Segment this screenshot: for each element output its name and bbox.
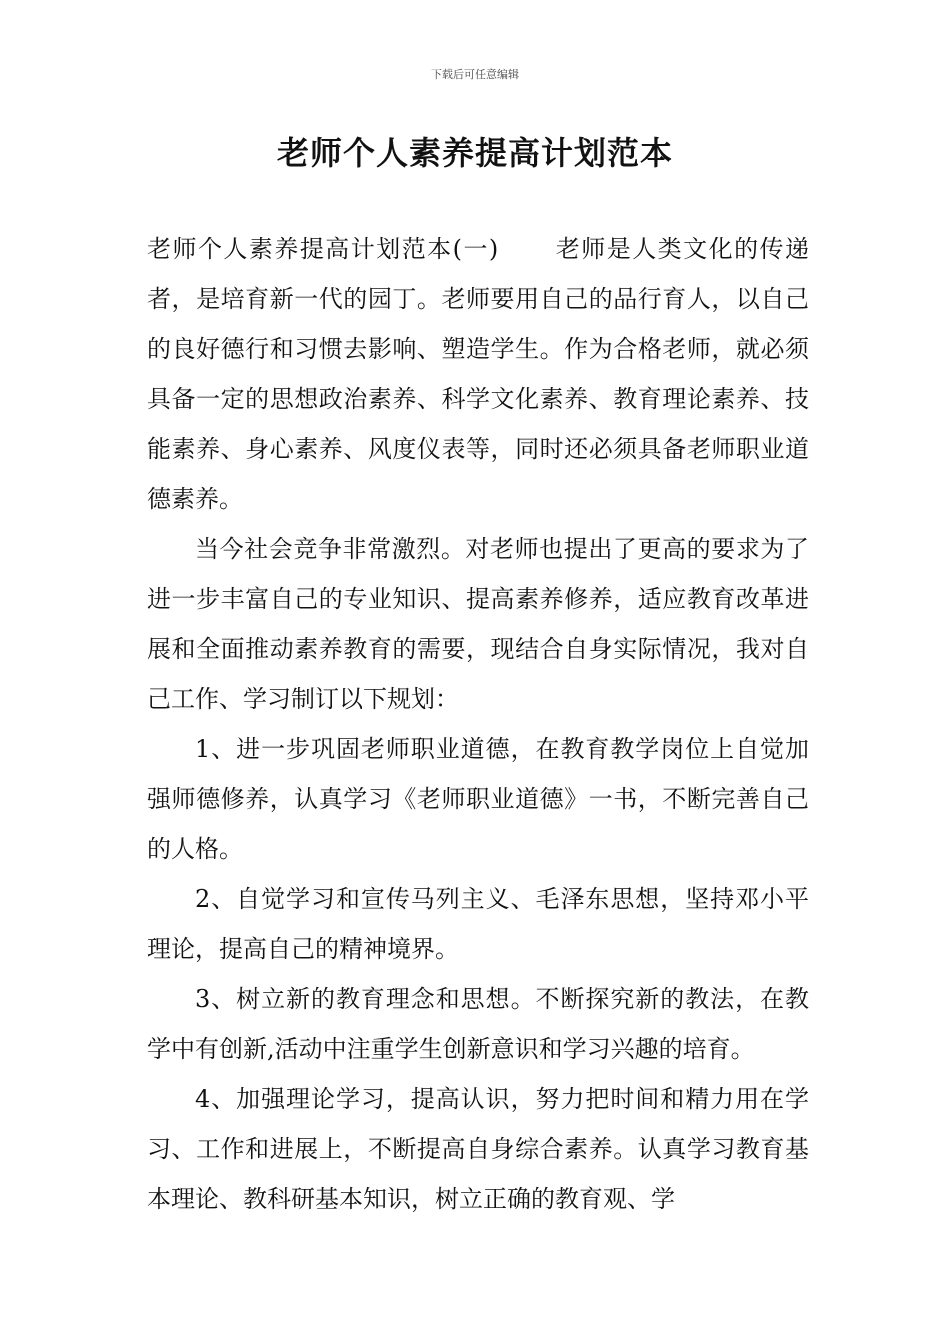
- paragraph: 2、自觉学习和宣传马列主义、毛泽东思想，坚持邓小平理论，提高自己的精神境界。: [147, 885, 809, 963]
- paragraph: 3、树立新的教育理念和思想。不断探究新的教法，在教学中有创新,活动中注重学生创新意识和学习兴趣的培育。: [147, 985, 809, 1063]
- intro-text: 老师是人类文化的传递者，是培育新一代的园丁。老师要用自己的品行育人，以自己的良好德行和习惯去影响、塑造学生。作为合格老师，就必须具备一定的思想政治素养、科学文化素养、教育理论素养、技能素养、身心素养、风度仪表等，同时还必须具备老师职业道德素养。: [147, 235, 810, 513]
- paragraph: 当今社会竞争非常激烈。对老师也提出了更高的要求为了进一步丰富自己的专业知识、提高素养修养，适应教育改革进展和全面推动素养教育的需要，现结合自身实际情况，我对自己工作、学习制订以下规划：: [147, 535, 809, 713]
- paragraph: 1、进一步巩固老师职业道德，在教育教学岗位上自觉加强师德修养，认真学习《老师职业道德》一书，不断完善自己的人格。: [147, 735, 809, 863]
- document-title: 老师个人素养提高计划范本: [276, 134, 673, 172]
- header-note: 下载后可任意编辑: [431, 68, 519, 81]
- document-body: [147, 224, 809, 1224]
- paragraph: 4、加强理论学习，提高认识，努力把时间和精力用在学习、工作和进展上，不断提高自身综合素养。认真学习教育基本理论、教科研基本知识，树立正确的教育观、学: [147, 1085, 809, 1213]
- intro-label: 老师个人素养提高计划范本(一): [147, 235, 499, 263]
- intro-paragraph: [147, 224, 809, 524]
